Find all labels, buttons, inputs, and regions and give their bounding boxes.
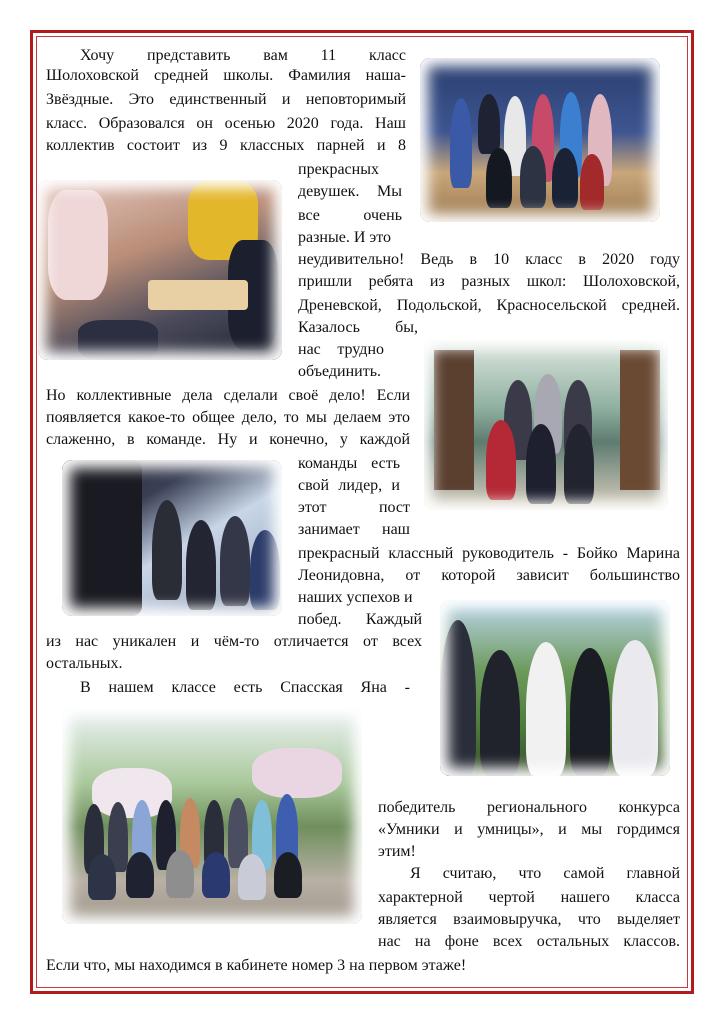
text-line: нас трудно <box>298 341 384 358</box>
text-line: все очень <box>298 207 402 224</box>
text-line: появляется какое-то общее дело, то мы делаем это <box>46 409 410 426</box>
text-line: Звёздные. Это единственный и неповторимый <box>46 91 406 108</box>
text-line: занимает наш <box>298 521 410 538</box>
text-line: из нас уникален и чём-то отличается от всех <box>46 633 422 650</box>
text-line: Хочу представить вам 11 класс <box>80 47 406 64</box>
text-line: Я считаю, что самой главной <box>410 865 680 882</box>
text-line: Шолоховской средней школы. Фамилия наша- <box>46 67 406 84</box>
text-line: коллектив состоит из 9 классных парней и 8 <box>46 137 406 154</box>
text-line: пришли ребята из разных школ: Шолоховской, <box>298 273 680 290</box>
text-line: класс. Образовался он осенью 2020 года. Наш <box>46 115 406 132</box>
text-line: характерной чертой нашего класса <box>378 889 680 906</box>
text-line: нас на фоне всех остальных классов. <box>378 933 680 950</box>
text-line: побед. Каждый <box>298 611 422 628</box>
text-line: этим! <box>378 843 416 860</box>
text-line: является взаимовыручка, что выделяет <box>378 911 680 928</box>
text-line: этот пост <box>298 499 410 516</box>
text-line: остальных. <box>46 655 123 672</box>
text-line: наших успехов и <box>298 589 413 606</box>
boys-outdoors-photo <box>440 600 670 776</box>
text-line: неудивительно! Ведь в 10 класс в 2020 году <box>298 251 680 268</box>
text-line: В нашем классе есть Спасская Яна - <box>80 679 410 696</box>
text-line: разные. И это <box>298 229 392 246</box>
text-line: Казалось бы, <box>298 319 418 336</box>
text-line: девушек. Мы <box>298 183 402 200</box>
large-group-photo <box>62 708 362 924</box>
text-line: Если что, мы находимся в кабинете номер 3 на первом этаже! <box>46 957 467 974</box>
tower-game-photo <box>38 180 282 360</box>
text-line: команды есть <box>298 455 400 472</box>
text-line: «Умники и умницы», и мы гордимся <box>378 821 680 838</box>
text-line: прекрасный классный руководитель - Бойко Марина <box>298 545 680 562</box>
text-line: Леонидовна, от которой зависит большинство <box>298 567 680 584</box>
text-line: Дреневской, Подольской, Красносельской средней. <box>298 297 680 314</box>
class-selfie-photo <box>62 460 282 616</box>
bowling-group-photo <box>420 58 660 222</box>
classroom-group-photo <box>424 340 668 510</box>
text-line: победитель регионального конкурса <box>378 799 680 816</box>
text-line: слаженно, в команде. Ну и конечно, у каждой <box>46 431 410 448</box>
text-line: Но коллективные дела сделали своё дело! Если <box>46 387 410 404</box>
text-line: прекрасных <box>298 161 379 178</box>
text-line: свой лидер, и <box>298 477 400 494</box>
text-line: объединить. <box>298 363 382 380</box>
